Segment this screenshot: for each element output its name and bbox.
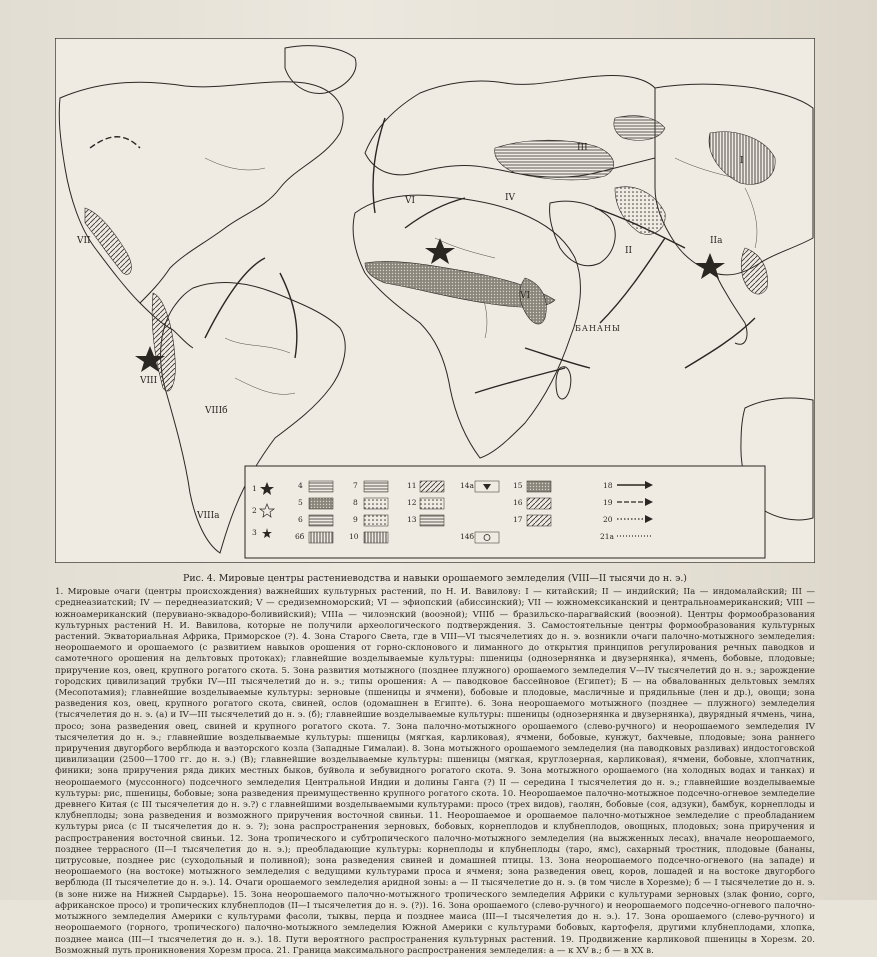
legend-num: 14а bbox=[460, 481, 475, 490]
legend-swatch bbox=[309, 481, 333, 492]
legend-swatch bbox=[364, 498, 388, 509]
legend-num: 2 bbox=[252, 506, 257, 515]
legend-num: 16 bbox=[513, 498, 523, 507]
legend-num: 5 bbox=[298, 498, 303, 507]
map-label-bananas: БАНАНЫ bbox=[575, 324, 621, 333]
map-label-iv: IV bbox=[505, 193, 516, 203]
map-label-vii: VII bbox=[77, 236, 91, 246]
world-map-svg bbox=[55, 38, 815, 563]
legend-swatch bbox=[527, 481, 551, 492]
map-label-iia: IIа bbox=[710, 236, 723, 246]
map-label-vi: VI bbox=[520, 291, 531, 301]
figure-caption-text: 1. Мировые очаги (центры происхождения) важнейших культурных растений, по Н. И. Вавилову: I — китайский; II — индийский; IIа — индомалайский; III — среднеазиатский; IV — переднеазиатский; V — средиземноморский; VI — эфиопский (абиссинский); VII — южномексиканский и центральноамериканский; VIII — южноамериканский (перувиано-эквадоро-боливийский); VIIIа — чилоэнский (вооэной); VIIIб — бразильско-парагвайский (вооэной). Центры формообразования культурных растений Н. И. Вавилова, которые не получили археологического подтверждения. 3. Самостоятельные центры формообразования культурных растений. Экваториальная Африка, Приморское (?). 4. Зона Старого Света, где в VIII—VI тысячелетиях до н. э. возникли очаги палочно-мотыжного земледелия: неорошаемого и орошаемого (с развитием навыков орошения от горно-склонового и лиманного до открытия принципов регулирования речных паводков и самотечного орошения на дельтовых протоках); главнейшие возделываемые культуры: пшеницы (однозернянка и двузернянка), ячмень, бобовые, плодовые; приручение коз, овец, крупного рогатого скота. 5. Зона развития мотыжного (позднее плужного) орошаемого земледелия V—IV тысячелетий до н. э.; зарождение городских цивилизаций трубки IV—III тысячелетий до н. э.; типы орошения: А — паводковое бассейновое (Египет); Б — на обвалованных дельтовых землях (Месопотамия); главнейшие возделываемые культуры: зерновые (пшеницы и ячмени), бобовые и плодовые, масличные и прядильные (лен и др.), овощи; зона разведения коз, овец, крупного рогатого скота, свиней, ослов (одомашнен в Египте). 6. Зона неорошаемого мотыжного (позднее — плужного) земледелия (тысячелетия до н. э. (а) и IV—III тысячелетий до н. э. (б); главнейшие возделываемые культуры: пшеницы (однозернянка и двузернянка), двурядный ячмень, чина, просо; зона разведения овец, свиней и крупного рогатого скота. 7. Зона палочно-мотыжного орошаемого (слево-ручного) и неорошаемого земледелия IV тысячелетия до н. э.; главнейшие возделываемые культуры: пшеницы (мягкая, карликовая), ячмени, бобовые, кунжут, бахчевые, плодовые; зона раннего приручения двугорбого верблюда и ваэторского козла (Западные Гималаи). 8. Зона мотыжного орошаемого земледелия (на паводковых разливах) индостоговской цивилизации (2500—1700 гг. до н. э.) (В); главнейшие возделываемые культуры: пшеницы (мягкая, круглозерная, карликовая), ячмени, бобовые, хлопчатник, финики; зона приручения ряда диких местных быков, буйвола и зебувидного рогатого скота. 9. Зона мотыжного орошаемого (на холодных водах и танках) и неорошаемого (муссонного) подсечного земледелия Центральной Индии и долины Ганга (?) II — середина I тысячелетия до н. э.; главнейшие возделываемые культуры: рис, пшеницы, бобовые; зона разведения преимущественно крупного рогатого скота. 10. Неорошаемое палочно-мотыжное подсечно-огневое земледелие древнего Китая (с III тысячелетия до н. э.?) с главнейшими возделываемыми культурами: просо (трех видов), гаолян, бобовые (соя, адзуки), бамбук, корнеплоды и клубнеплоды; зона разведения и возможного приручения восточной свиньи. 11. Неорошаемое и орошаемое палочно-мотыжное земледелие с преобладанием культуры риса (с II тысячелетия до н. э. ?); зона распространения зерновых, бобовых, корнеплодов и клубнеплодов, овощных, плодовых; зона приручения и распространения восточной свиньи. 12. Зона тропического и субтропического палочно-мотыжного земледелия (на выжженных лесах), вначале неорошаемого, позднее террасного (II—I тысячелетия до н. э.); преобладающие культуры: корнеплоды и клубнеплоды (таро, ямс), сахарный тростник, плодовые (бананы, цитрусовые, позднее рис (суходольный и поливной); зона разведения свиней и домашней птицы. 13. Зона неорошаемого подсечно-огневого (на западе) и неорошаемого (на востоке) мотыжного земледелия с ведущими культурами проса и ячменя; зона разведения овец, коров, лошадей и на востоке двугорбого верблюда (II тысячелетие до н. э.). 14. Очаги орошаемого земледелия аридной зоны: а — II тысячелетие до н. э. (в том числе в Хорезме); б — I тысячелетие до н. э. (в зоне ниже на Нижней Сырдарье). 15. Зона неорошаемого палочно-мотыжного тропического земледелия Африки с культурами зерновых (злак фонио, сорго, африканское просо) и тропических клубнеплодов (II—I тысячелетия до н. э. (?)). 16. Зона орошаемого (слево-ручного) и неорошаемого подсечно-огневого палочно-мотыжного земледелия Америки с культурами фасоли, тыквы, перца и позднее маиса (III—I тысячелетия до н. э.). 17. Зона орошаемого (слево-ручного) и неорошаемого (горного, тропического) палочно-мотыжного земледелия Южной Америки с культурами бобовых, картофеля, другими клубнеплодами, хлопка, позднее маиса (III—I тысячелетия до н. э.). 18. Пути вероятного распространения культурных растений. 19. Продвижение карликовой пшеницы в Хорезм. 20. Возможный путь проникновения Хорезм проса. 21. Граница максимального распространения земледелия: а — к XV в.; б — в XX в. bbox=[55, 587, 815, 956]
world-map-figure bbox=[55, 38, 815, 563]
legend-num: 3 bbox=[252, 528, 257, 537]
map-label-iii: III bbox=[577, 143, 588, 153]
legend-swatch bbox=[309, 515, 333, 526]
legend-swatch bbox=[420, 481, 444, 492]
legend-num: 6б bbox=[295, 532, 305, 541]
legend-swatch bbox=[420, 498, 444, 509]
legend-num: 7 bbox=[353, 481, 358, 490]
legend-num: 18 bbox=[603, 481, 613, 490]
legend-num: 9 bbox=[353, 515, 358, 524]
legend-num: 19 bbox=[603, 498, 613, 507]
legend-swatch bbox=[309, 498, 333, 509]
legend-num: 12 bbox=[407, 498, 417, 507]
legend-num: 10 bbox=[349, 532, 359, 541]
map-label-viii: VIII bbox=[140, 376, 158, 386]
figure-title: Рис. 4. Мировые центры растениеводства и навыки орошаемого земледелия (VIII—II тысячи до н. э.) bbox=[183, 573, 687, 584]
legend-num: 13 bbox=[407, 515, 417, 524]
legend-num: 15 bbox=[513, 481, 523, 490]
legend-swatch bbox=[527, 515, 551, 526]
legend-num: 11 bbox=[407, 481, 417, 490]
legend-num: 20 bbox=[603, 515, 613, 524]
legend-swatch bbox=[309, 532, 333, 543]
legend-swatch bbox=[364, 515, 388, 526]
legend-swatch bbox=[527, 498, 551, 509]
figure-caption bbox=[55, 573, 815, 957]
legend-num: 8 bbox=[353, 498, 358, 507]
legend-num: 17 bbox=[513, 515, 523, 524]
legend-num: 4 bbox=[298, 481, 303, 490]
map-label-viiia: VIIIа bbox=[197, 511, 220, 521]
legend-num: 6 bbox=[298, 515, 303, 524]
legend-box bbox=[245, 466, 765, 558]
map-label-v: VI bbox=[405, 196, 416, 206]
map-label-i: I bbox=[740, 156, 744, 166]
legend-num: 21а bbox=[600, 532, 615, 541]
legend-swatch bbox=[364, 481, 388, 492]
map-label-viiib: VIIIб bbox=[205, 406, 228, 416]
legend-num: 14б bbox=[460, 532, 475, 541]
map-label-ii: II bbox=[625, 246, 633, 256]
legend-swatch bbox=[364, 532, 388, 543]
legend-num: 1 bbox=[252, 484, 257, 493]
legend-swatch bbox=[420, 515, 444, 526]
